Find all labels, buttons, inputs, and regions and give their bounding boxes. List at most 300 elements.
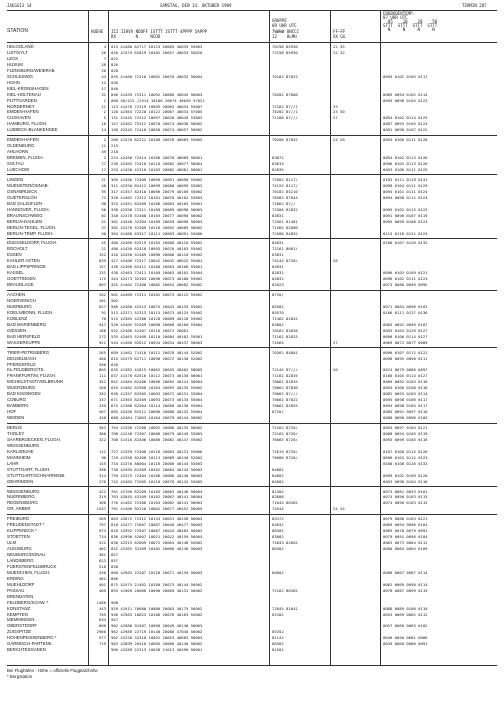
soil-temps: 0088 0067 0087 0114 [383,569,428,575]
station-height: 202 [98,292,106,298]
synop-groups: 325 41451 82509 10106 20083 40105 55001 [111,200,203,206]
station-height: 5 [103,115,106,121]
station-name: SAARBRUECKEN, FLUGH. [7,436,61,442]
synop-groups: 962 42256 32310 10092 20053 48683 58003 [111,635,203,641]
soil-temps: 0073 0081 0093 0101 [383,488,428,494]
synop-groups: 875 42475 21402 10100 20073 40144 56002 [111,581,203,587]
station-height: 386 [98,430,106,436]
header-rule-top [7,10,497,11]
station-name: MUENSTER/OSNAB. [7,182,49,188]
synop-groups: 384 41468 63517 10111 20083 40091 55006 [111,230,203,236]
station-height: 111 [98,373,106,379]
soil-temps: 0094 0102 0114 0125 [383,115,428,121]
group-7-8: 72586 84832 [272,230,298,236]
station-height: 337 [98,397,106,403]
group-7-8: 8720/ [272,292,284,298]
station-name: MEMMINGEN [7,617,35,623]
synop-groups: 962 42986 91507 10090 20049 40140 56003 [111,623,203,629]
group-7-8: 70282 87800 [272,91,298,97]
station-name: HELGOLAND [7,44,34,49]
soil-temps: 0088 0090 0096 0103 [383,415,428,421]
group-7-8: 80302 [272,528,284,534]
station-name: KL.FELDBERG/TS. [7,367,45,373]
group-7-8: 70282 87//1 [272,109,298,115]
station-row [0,167,504,173]
group-7-8: 71862 87// [272,200,296,206]
group-7-8: 72145 87/// [272,367,298,373]
group-7-8: 84802 [272,478,284,484]
station-height: 547 [98,321,106,327]
group-7-8: 84802 [272,466,284,472]
soil-temps: 0094 0102 0113 0126 [383,155,428,161]
station-height: 530 [98,569,106,575]
station-name: DUESSELDORF, FLUGH. [7,240,58,246]
soil-temps: 0089 0092 0103 0116 [383,379,428,385]
synop-groups: 515 42385 42306 10120 20089 40118 55002 [111,315,203,321]
station-height: 56 [101,206,106,212]
group-7-8: 70286 87842 [272,137,298,143]
station-height: 805 [98,367,106,373]
synop-groups: 929 41911 70000 10080 20083 40175 56002 [111,605,203,611]
groups-heading: III IIHVV NDDFF 1STTT 2STTT 4PPPP 5APPP [111,29,208,34]
synop-groups: 947 [111,617,119,623]
soil-temps: 0098 0104 0111 0129 [383,182,428,188]
synop-groups: 852 42365 32309 10102 20066 40148 56003 [111,546,203,552]
station-name: BERLIN-TEGEL, FLUGH. [7,224,57,230]
station-name: BAD HERSFELD [7,333,41,339]
soil-temps: 0062 0069 0090 0114 [383,581,428,587]
group-7-8: 71045 80302 [272,500,298,506]
group-7-8: 70062 87/// [272,391,298,397]
station-name: DEUSELBACH [7,355,37,361]
section-divider [7,290,497,291]
synop-groups: 400 42460 62519 10105 20080 40116 55002 [111,240,203,246]
soil-temps: 0103 0111 0119 0131 [383,176,428,182]
soil-temps: 0074 0079 0086 0097 [383,367,428,373]
synop-groups: 224 42458 72414 10106 20078 40069 56001 [111,155,203,161]
section-divider [7,174,497,175]
soil-temps: 0094 0101 0111 0124 [383,188,428,194]
station-name: PUTTGARDEN [7,97,37,103]
synop-groups: 046 41459 72311 10092 20060 40045 56003 [111,91,203,97]
synop-groups: 729 41358 82408 10113 20089 40140 52002 [111,454,203,460]
station-height: 522 [98,540,106,546]
synop-groups: 040 [111,85,119,91]
station-height: 272 [98,333,106,339]
soil-temps: 0093 0099 0105 0116 [383,436,428,442]
synop-groups: 708 41240 72307 10086 20079 40149 55003 [111,430,203,436]
station-height: 2 [103,155,106,161]
station-name: SOLTAU [7,161,24,167]
group-7-8: 71162 82835 [272,373,298,379]
station-height: 112 [98,448,106,454]
station-height: 20 [101,67,106,73]
station-height: 1 [103,97,106,103]
station-name: BERLIN-TEMP, FLUGH. [7,230,54,236]
synop-groups: 963 42899 20410 10085 20060 40140 56002 [111,641,203,647]
group-7-8: 81502 [272,647,284,653]
wind-gusts: 28 [333,258,338,264]
erdboden-title: ERDBODENTEMP. [383,11,416,16]
station-name: PASSAU [7,587,25,593]
station-name: BOCHOLT [7,246,28,252]
station-height: 396 [98,466,106,472]
station-height: 396 [98,361,106,367]
group-7-8: 8720/ [272,409,284,415]
synop-groups: 791 41400 92220 10002 20077 48452 58005 [111,506,203,512]
station-name: NOERVENICH [7,298,36,303]
synop-groups: 818 42992 72507 10087 20044 48484 56002 [111,528,203,534]
station-height: 186 [98,327,106,333]
station-name: LUEBECK-BLANKENSEE [7,127,58,133]
station-height: 95 [101,188,106,194]
group-7-8: 83815 [272,161,284,167]
group-7-8: 72162 8081/ [272,246,298,252]
group-7-8: 84831 [272,240,284,246]
station-name: NUERNBERG [7,494,35,500]
synop-groups: 738 42495 62309 10102 20084 40144 56003 [111,466,203,472]
group-7-8: 72182 87//2 [272,103,298,109]
station-height: 157 [98,264,106,270]
station-height: 1486 [96,599,106,605]
group-7-8: 71286 87/// [272,115,298,121]
group-7-8: 83872 [272,155,284,161]
station-height: 17 [101,85,106,91]
station-name: BRENDATEN [7,593,34,599]
synop-groups: 704 41358 72208 10092 20086 40135 56002 [111,425,203,430]
group-7-8: 70062 87822 [272,397,298,403]
station-name: LAHR [7,460,19,466]
station-name: NUERBURG [7,303,32,309]
station-height: 152 [98,252,106,258]
station-name: KONSTANZ [7,605,31,611]
station-name: HAMBURG, FLUGH. [7,121,48,127]
station-height: 43 [101,73,106,79]
soil-temps: 0113 0116 0121 0124 [383,230,428,236]
group-7-8: 70062 87830 [272,385,298,391]
station-height: 31 [101,91,106,97]
station-height: 45 [101,240,106,246]
soil-temps: 0087 0093 0105 0124 [383,121,428,127]
soil-temps: 0096 0103 0113 0126 [383,161,428,167]
station-height: 239 [98,403,106,409]
group-7-8: 84832 [272,276,284,282]
soil-temps: 0080 0084 0094 0109 [383,546,428,552]
soil-temps: 0079 0088 0103 0121 [383,516,428,522]
report-date: SAMSTAG, DEN 14. OKTOBER 1989 [160,3,232,8]
synop-groups: 742 42465 72505 10110 20076 40142 55005 [111,478,203,484]
synop-groups: 727 41359 72408 10116 20083 40131 55006 [111,448,203,454]
station-name: GOETTINGEN [7,276,36,282]
group-7-8: 80302 [272,641,284,647]
station-height: 366 [98,500,106,506]
station-name: LINGEN [7,176,24,182]
section-divider [7,423,497,424]
group-7-8: 76086 8720/ [272,454,298,460]
station-row [0,127,504,133]
synop-groups: 671 42365 82409 10093 20073 40135 55004 [111,397,203,403]
station-name: MUEHLDORF [7,581,35,587]
synop-groups: 238 42465 72410 10110 20082 40077 58004 [111,161,203,167]
station-height: 2 [103,137,106,143]
rwwww-heading: 7WWWW 8NCCC [272,29,300,34]
station-height: 265 [98,349,106,355]
station-name: BAMBERG [7,403,29,409]
erdboden-time: 07 UHR UTC [383,15,408,20]
synop-groups: 962 42989 22719 10148 20086 47040 56002 [111,629,203,635]
station-name: AACHEN [7,292,25,298]
station-height: 11 [101,143,106,149]
groups-subheading: RX N NCDD [111,34,161,39]
station-height: 14 [101,127,106,133]
station-name: ULM [7,540,17,546]
group-7-8: 72162 80302 [272,587,298,593]
station-name: BAD LIPPSPRINGE [7,264,46,270]
termin-number: TERMIN 287 [462,3,487,8]
soil-temps: 0095 0099 0108 0123 [383,218,428,224]
station-height: 175 [98,276,106,282]
group-7-8: 74565 [272,339,284,345]
synop-groups: 026 [111,61,119,67]
synop-groups: 946 42983 10823 10106 20076 40163 55002 [111,611,203,617]
synop-groups: 761 42760 62209 10105 20063 40146 58004 [111,488,203,494]
soil-temps: 0106 0111 0127 0136 [383,309,428,315]
group-7-8: 83831 [272,212,284,218]
station-name: AUGSBURG [7,546,32,552]
group-7-8: 74544 [272,506,284,512]
synop-groups: 908 [111,599,119,605]
soil-temps: 0091 0098 0107 0122 [383,127,428,133]
station-height: 4 [103,44,106,49]
group-7-8: 74144 8720/ [272,258,298,264]
table-rule-bottom [7,665,497,666]
soil-temps: 0074 0090 0103 0115 [383,494,428,500]
station-name: MUENCHEN, FLUGH. [7,569,51,575]
soil-temps: 0096 0103 0109 0121 [383,270,428,276]
synop-groups: 305 41456 72409 10099 20091 40090 55002 [111,176,203,182]
station-height: 70 [101,315,106,321]
station-name: FREIBURG [7,516,30,522]
synop-groups: 253 41458 42310 10103 20082 40081 56001 [111,167,203,172]
ff-heading: FF–FF [333,29,346,34]
soil-temps: 0096 0102 0111 0124 [383,276,428,282]
synop-groups: 156 42345 72410 10056 20074 40057 56002 [111,127,203,133]
station-height: 409 [98,587,106,593]
station-height: 98 [101,200,106,206]
synop-groups: 020 41575 62819 10102 20057 40033 55020 [111,49,203,55]
group-7-8: 81302 [272,488,284,494]
soil-temps: 0085 0091 0097 0110 [383,409,428,415]
synop-groups: 338 42358 72311 10109 20089 40098 56003 [111,206,203,212]
soil-temps: 0099 0102 0109 0120 [383,472,428,478]
station-name: HOHN [7,79,20,85]
station-name: LIST/SYLT [7,49,28,55]
station-height: 96 [101,454,106,460]
group-7-8: 72561 81461 [272,218,298,224]
soil-temps: 0057 0068 0083 0102 [383,623,428,629]
group-7-8: 81142 [272,635,284,641]
station-height: 634 [98,617,106,623]
station-name: BERCHTESGADEN [7,647,46,653]
station-name: LECK [7,55,19,61]
synop-groups: 739 42375 72404 10106 20086 40140 56003 [111,472,203,478]
soil-temps: 0039 0060 0080 0091 [383,641,428,647]
station-name: KIEL-KRONSHAGEN [7,85,49,91]
station-height: 422 [98,488,106,494]
soil-temps: 0093 0100 0111 0125 [383,167,428,172]
group-7-8: 71162 82825 [272,333,298,339]
station-name: KOBLENZ [7,315,28,321]
erdboden-codes: STTT STTT STTT STTT [383,23,438,28]
station-height: 231 [98,270,106,276]
station-name: BAD MARIENBERG [7,321,47,327]
group-7-8: 84802 [272,472,284,478]
soil-temps: 0096 0107 0112 0122 [383,349,428,355]
station-name: KASSEL [7,270,24,276]
station-height: 7 [103,55,106,61]
station-height: 282 [98,391,106,397]
synop-groups: 311 42350 82412 10099 20080 40099 55002 [111,182,203,188]
synop-groups: 838 42315 62009 10072 20064 40146 55002 [111,540,203,546]
synop-groups: 113 41470 72319 10095 20065 40034 55007 [111,103,203,109]
station-name: KAHLER ASTEN [7,258,40,264]
station-name: ZUGSPITZE [7,629,32,635]
group-7-8: 71565 82800 [272,224,298,230]
station-height: 276 [98,478,106,484]
section-divider [7,347,497,348]
gruppe-time: 09 UHR UTC [272,23,297,28]
station-height: 81 [101,212,106,218]
soil-temps: 0073 0086 0099 0095 [383,282,428,288]
group-7-8: 72845 81642 [272,605,298,611]
station-height: 2 [103,109,106,115]
station-name: EMDEN-HAFEN [7,137,39,143]
group-7-8: 70182 85210 [272,188,298,194]
station-height: 480 [98,355,106,361]
station-name: WUERZBURG [7,385,36,391]
station-height: 734 [98,534,106,540]
station-name: AHLHORN [7,149,29,155]
station-height: 806 [98,623,106,629]
rwwww-subheading: 12 HLMH [272,34,297,39]
station-height: 363 [98,425,106,430]
synop-groups: 120 42364 72220 10122 20067 40034 57005 [111,109,203,115]
group-7-8: 76583 87844 [272,194,298,200]
station-name: WASSERKUPPE [7,339,41,345]
station-height: 381 [98,552,106,557]
station-height: 28 [101,61,106,67]
soil-temps: 0082 0093 0103 0114 [383,391,428,397]
station-height: 921 [98,339,106,345]
station-height: 269 [98,516,106,522]
synop-groups: 688 42464 71803 10104 20079 40144 56002 [111,415,203,421]
section-divider [7,238,497,239]
header-rule-bottom [7,42,497,43]
synop-groups: 609 41462 71410 10112 20078 40144 52002 [111,349,203,355]
station-row [0,231,504,237]
soil-temps: 0088 0089 0100 0110 [383,605,428,611]
soil-temps: 0096 0103 0112 0123 [383,454,428,460]
synop-groups: 200 41570 82221 10100 20076 40065 55005 [111,137,203,143]
station-name: WEISSENBURG [7,442,40,448]
station-name: MANNHEIM [7,454,31,460]
soil-temps: 0100 0107 0120 0132 [383,240,428,246]
soil-temps: 0098 0106 0114 0127 [383,333,428,339]
station-heading: STATION [7,28,28,34]
soil-temps: 0088 0094 0105 0119 [383,430,428,436]
wind-gusts: 22 32 [333,49,345,55]
station-height: 155 [98,460,106,466]
station-name: BERLIN-DAHLEM [7,218,42,224]
station-name: GARMISCH-PARTENK. [7,641,53,647]
station-height: 1437 [96,506,106,512]
station-name: BERUS [7,425,22,430]
group-7-8: 85372 [272,516,284,522]
synop-groups: 818 42477 72607 10087 20040 48477 56003 [111,522,203,528]
group-7-8: 85502 [272,303,284,309]
synop-groups: 022 [111,55,119,61]
group-7-8: 80002 [272,569,284,575]
station-name: BREMEN, FLUGH. [7,155,44,161]
soil-temps: 0093 0100 0108 0118 [383,385,428,391]
soil-temps: 0046 0050 0061 0086 [383,635,428,641]
station-height: 91 [101,309,106,315]
synop-groups: 866 [111,575,119,581]
station-height: 314 [98,472,106,478]
synop-groups: 734 41370 80004 10116 20086 40144 55003 [111,460,203,466]
station-height: 49 [101,149,106,155]
station-height: 452 [98,379,106,385]
station-name: GR. ARBER [7,506,31,512]
soil-temps: 0093 0100 0111 0128 [383,137,428,143]
synop-groups: 675 41366 82504 10114 20090 40138 55004 [111,403,203,409]
station-name: EMDEN-HAFEN [7,109,39,115]
station-height: 72 [101,194,106,200]
station-name: STOETTEN [7,534,30,540]
station-height: 973 [98,528,106,534]
station-height: 21 [101,176,106,182]
synop-groups: 427 42408 72517 10042 20042 48625 55001 [111,258,203,264]
group-7-8: 83802 [272,321,284,327]
synop-groups: 320 41462 72312 10101 20076 40102 53003 [111,194,203,200]
station-height: 50 [101,230,106,236]
station-name: HOF [7,409,17,415]
synop-groups: 452 41462 72408 10082 20054 40082 55002 [111,282,203,288]
group-7-8: 74155 8117/ [272,182,298,188]
station-name: NORDERNEY [7,103,35,109]
synop-groups: 857 [111,552,119,557]
synop-groups: 131 41445 72412 10097 20020 40049 53002 [111,115,203,121]
group-7-8: 70062 82835 [272,379,298,385]
soil-temps: 0095 0102 0105 0117 [383,73,428,79]
group-7-8: 84831 [272,264,284,270]
group-7-8: 84832 [272,522,284,528]
synop-groups: 506 42460 42513 10075 20043 40135 55002 [111,303,203,309]
synop-groups: 966 42289 22313 10038 21013 40496 56001 [111,647,203,653]
soil-temps: 0093 0098 0104 0116 [383,478,428,484]
synop-groups: 860 42983 22207 10126 20071 40139 56003 [111,569,203,575]
station-height: 101 [98,298,106,303]
synop-groups: 615 42475 62711 10098 20072 40138 52002 [111,355,203,361]
station-height: 977 [98,635,106,641]
synop-groups: 038 [111,79,119,85]
synop-groups: 444 42473 32303 10098 20073 40100 55002 [111,276,203,282]
soil-temps: 0107 0108 0115 0126 [383,448,428,454]
station-name: GIESSEN [7,327,27,333]
soil-temps: 0074 0090 0103 0115 [383,500,428,506]
synop-groups: 015 41480 62717 10123 20065 40035 55003 [111,44,203,49]
station-name: BRAUNLAGE [7,282,34,288]
